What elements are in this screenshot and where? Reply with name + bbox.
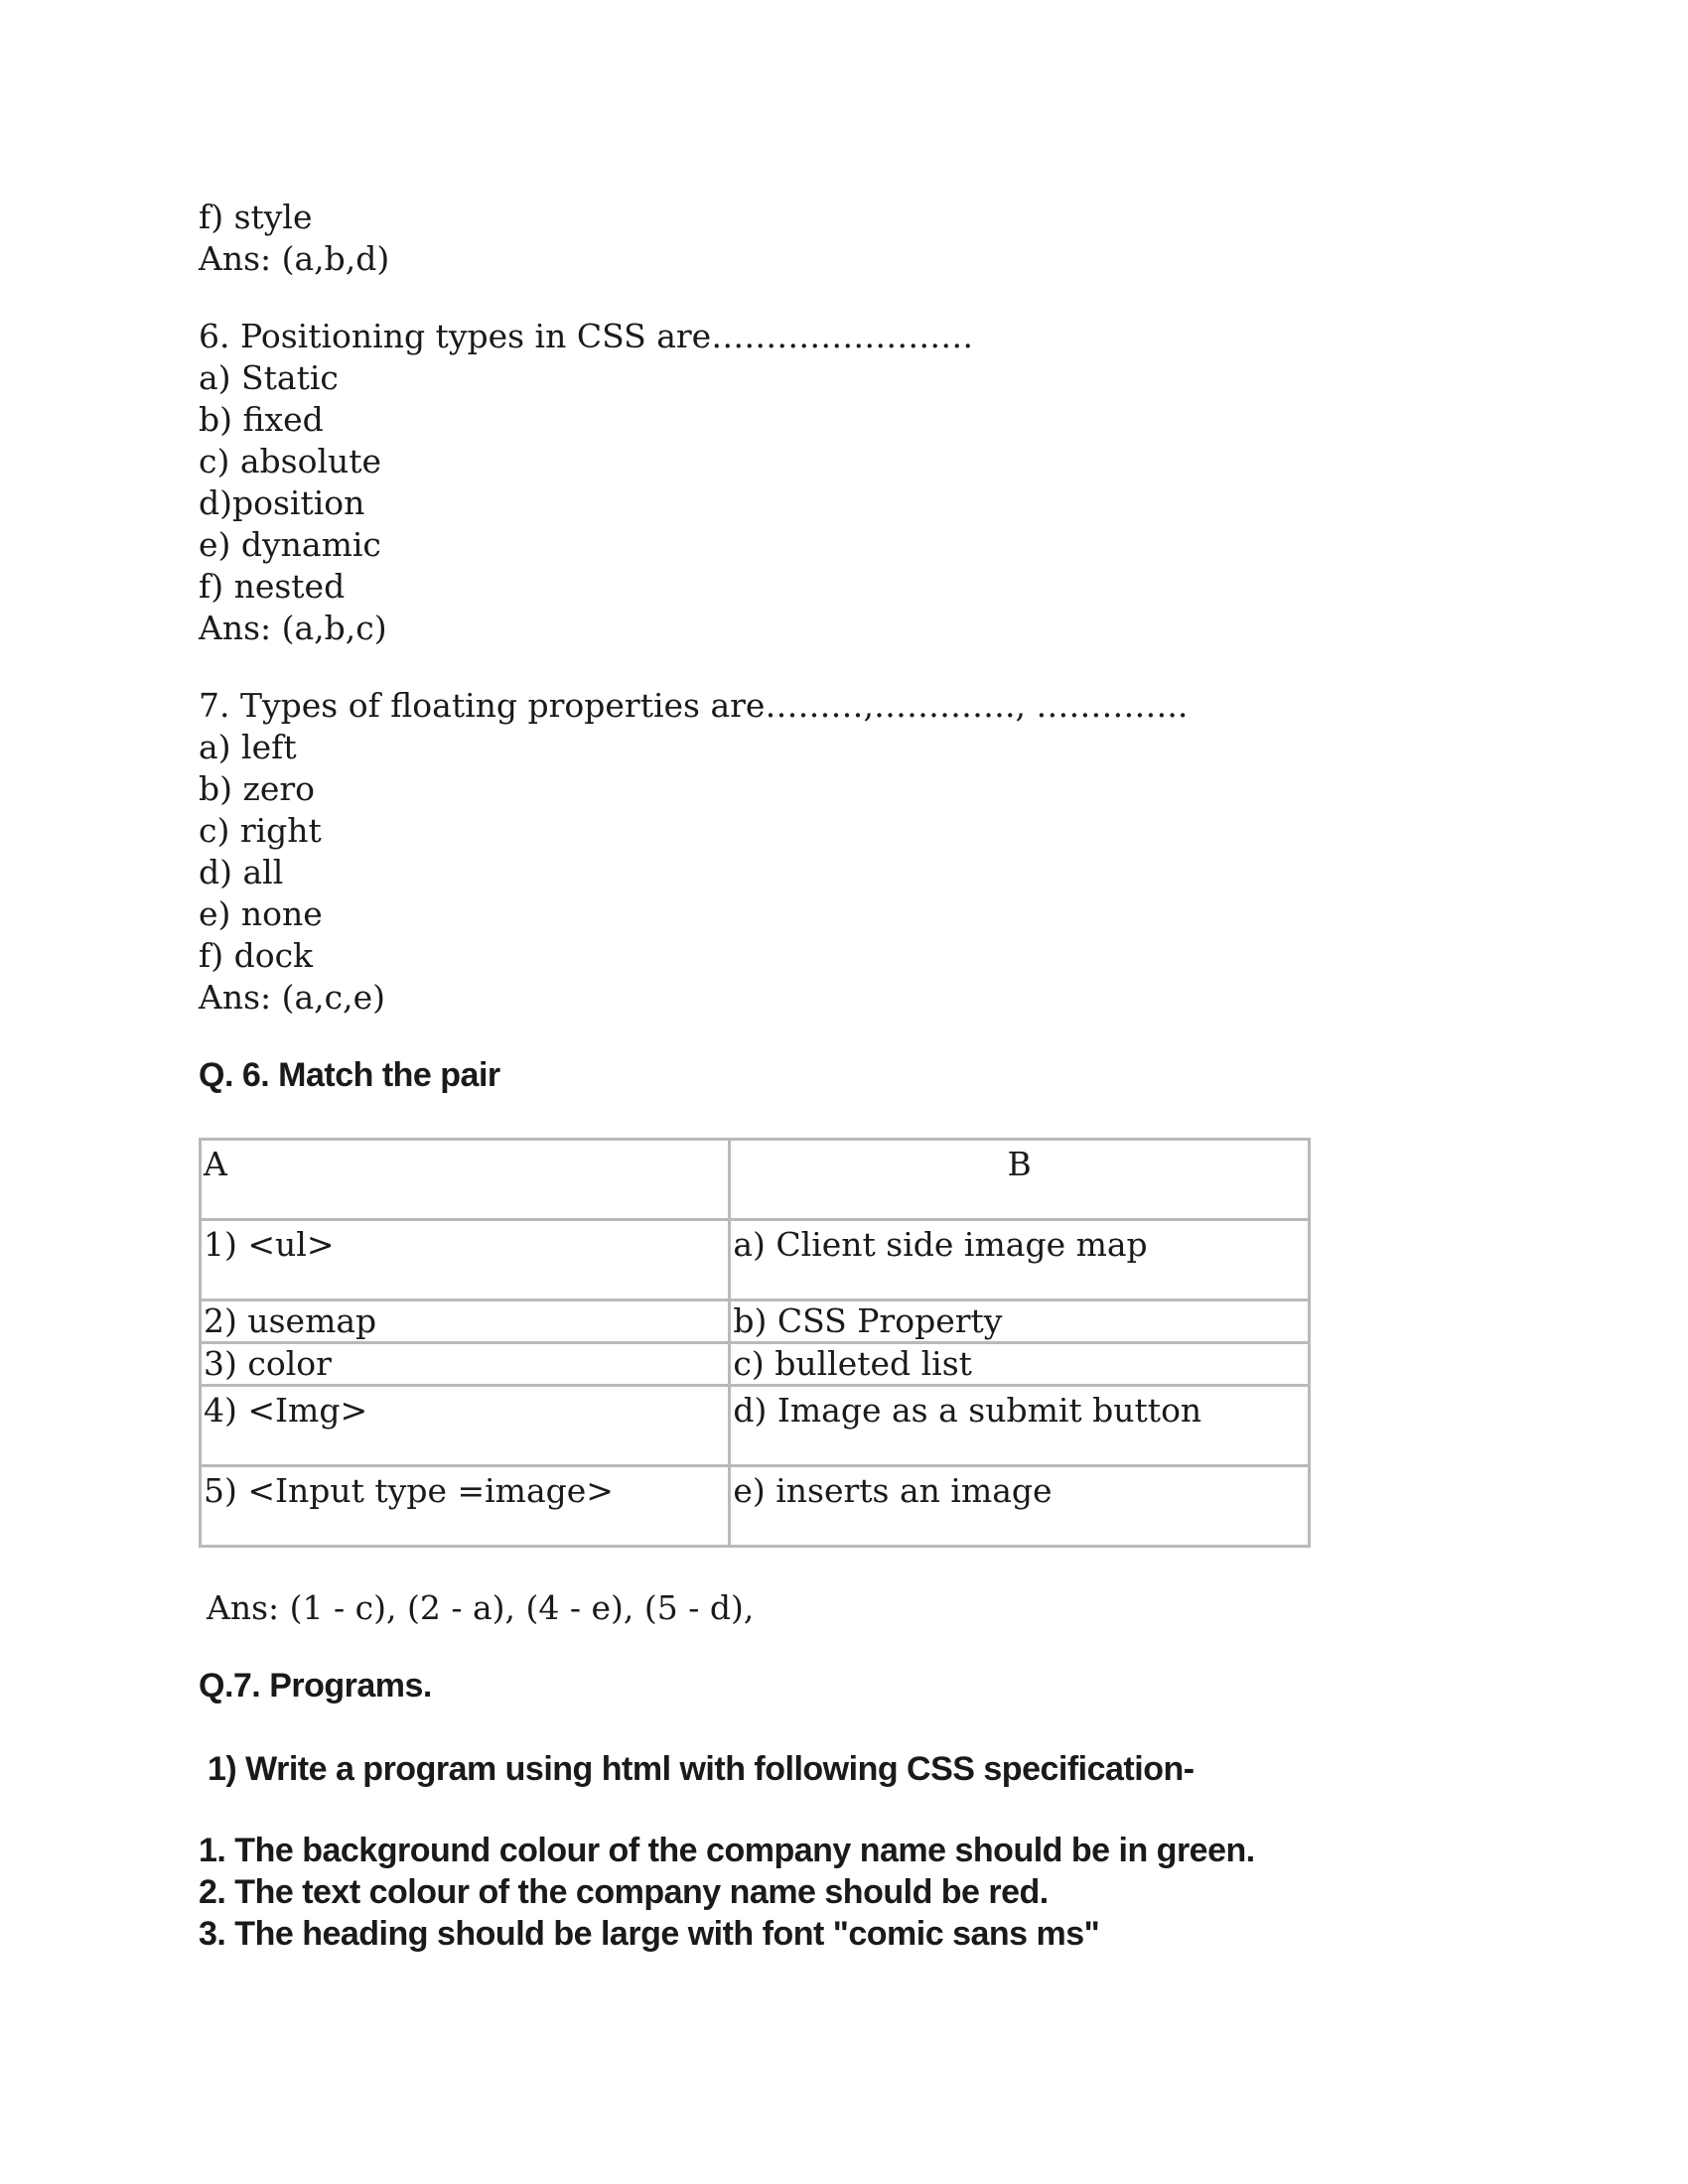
match-cell-b: a) Client side image map: [730, 1220, 1310, 1300]
match-cell-b: e) inserts an image: [730, 1466, 1310, 1547]
q5-option-f: f) style: [199, 198, 313, 236]
q6-option-f: f) nested: [199, 567, 346, 606]
q7-option-c: c) right: [199, 811, 322, 850]
match-cell-a: 5) <Input type =image>: [201, 1466, 730, 1547]
document-page: [199, 197, 1489, 1955]
q6-question: 6. Positioning types in CSS are……………………: [199, 317, 974, 355]
q7-option-f: f) dock: [199, 936, 314, 975]
match-cell-b: c) bulleted list: [730, 1343, 1310, 1386]
q7-question: 7. Types of floating properties are………,…………., …………..: [199, 686, 1189, 725]
match-cell-a: 4) <Img>: [201, 1386, 730, 1466]
table-row: [201, 1220, 1310, 1300]
match-answer: Ans: (1 - c), (2 - a), (4 - e), (5 - d),: [207, 1588, 755, 1627]
match-cell-a: 2) usemap: [201, 1300, 730, 1343]
q6-answer: Ans: (a,b,c): [199, 609, 387, 647]
table-row: [201, 1466, 1310, 1547]
q7-option-b: b) zero: [199, 769, 316, 808]
table-row: [201, 1300, 1310, 1343]
match-cell-a: 3) color: [201, 1343, 730, 1386]
q6-option-d: d)position: [199, 483, 365, 522]
q6-option-c: c) absolute: [199, 442, 382, 480]
q7-option-a: a) left: [199, 728, 297, 766]
q6-option-b: b) fixed: [199, 400, 324, 439]
match-cell-b: b) CSS Property: [730, 1300, 1310, 1343]
q6-option-a: a) Static: [199, 358, 339, 397]
q7-option-d: d) all: [199, 853, 284, 891]
program-spec-3: 3. The heading should be large with font "comic sans ms": [199, 1915, 1100, 1953]
q7-option-e: e) none: [199, 894, 323, 933]
match-table: [199, 1138, 1311, 1548]
program-task: 1) Write a program using html with following CSS specification-: [199, 1750, 1195, 1788]
match-cell-a: 1) <ul>: [201, 1220, 730, 1300]
table-row: [201, 1343, 1310, 1386]
q7-answer: Ans: (a,c,e): [199, 978, 386, 1017]
match-cell-b: d) Image as a submit button: [730, 1386, 1310, 1466]
program-spec-1: 1. The background colour of the company name should be in green.: [199, 1832, 1255, 1869]
q5-answer: Ans: (a,b,d): [199, 239, 390, 278]
programs-heading: Q.7. Programs.: [199, 1667, 432, 1705]
program-spec-2: 2. The text colour of the company name should be red.: [199, 1873, 1049, 1911]
match-table-header-row: [201, 1140, 1310, 1220]
q6-option-e: e) dynamic: [199, 525, 381, 564]
match-header-b: B: [730, 1140, 1310, 1220]
match-header-a: A: [201, 1140, 730, 1220]
match-section-heading: Q. 6. Match the pair: [199, 1056, 500, 1094]
table-row: [201, 1386, 1310, 1466]
